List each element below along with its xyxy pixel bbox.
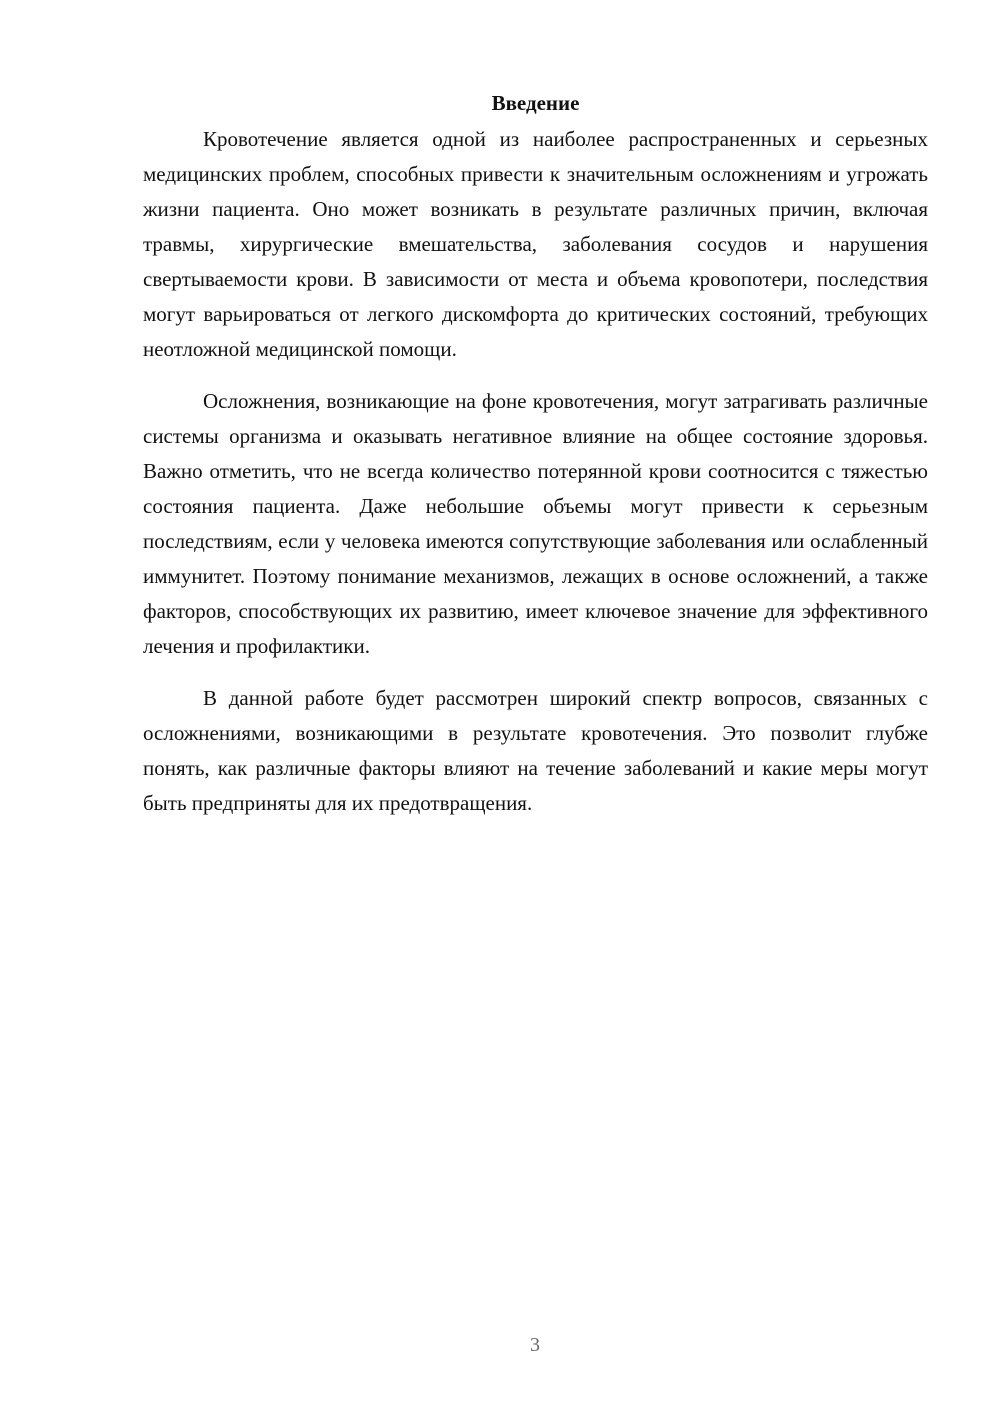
page-content xyxy=(143,88,928,838)
page-number: 3 xyxy=(530,1334,540,1356)
paragraph-2: Осложнения, возникающие на фоне кровотечения, могут затрагивать различные системы организма и оказывать негативное влияние на общее состояние здоровья. Важно отметить, что не всегда количество потерянной крови соотносится с тяжестью состояния пациента. Даже небольшие объемы могут привести к серьезным последствиям, если у человека имеются сопутствующие заболевания или ослабленный иммунитет. Поэтому понимание механизмов, лежащих в основе осложнений, а также факторов, способствующих их развитию, имеет ключевое значение для эффективного лечения и профилактики. xyxy=(143,389,928,658)
paragraph-1: Кровотечение является одной из наиболее распространенных и серьезных медицинских проблем, способных привести к значительным осложнениям и угрожать жизни пациента. Оно может возникать в результате различных причин, включая травмы, хирургические вмешательства, заболевания сосудов и нарушения свертываемости крови. В зависимости от места и объема кровопотери, последствия могут варьироваться от легкого дискомфорта до критических состояний, требующих неотложной медицинской помощи. xyxy=(143,127,928,361)
section-title: Введение xyxy=(491,91,580,115)
paragraph-3: В данной работе будет рассмотрен широкий спектр вопросов, связанных с осложнениями, возникающими в результате кровотечения. Это позволит глубже понять, как различные факторы влияют на течение заболеваний и какие меры могут быть предприняты для их предотвращения. xyxy=(143,686,928,815)
